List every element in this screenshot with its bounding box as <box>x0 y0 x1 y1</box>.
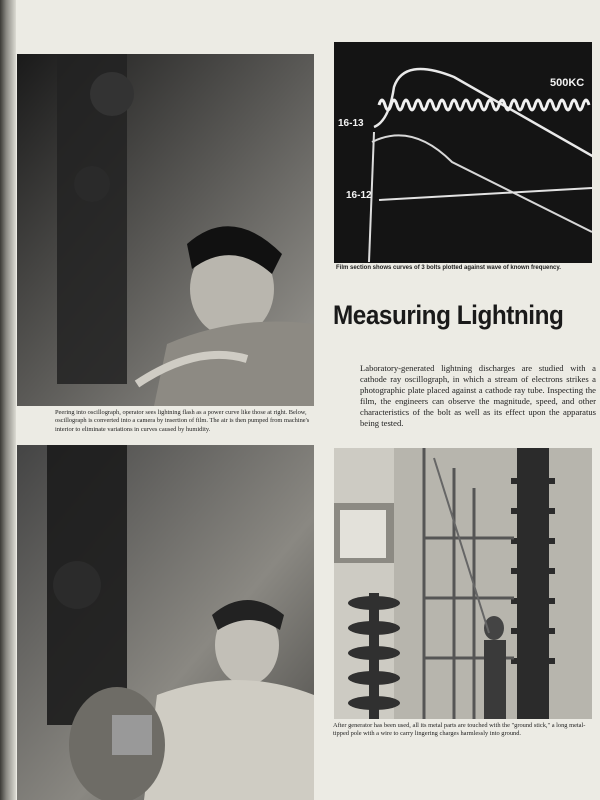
caption-film-section: Film section shows curves of 3 bolts plotted against wave of known frequency. <box>336 265 561 271</box>
photo-operator-oscillograph <box>17 54 314 406</box>
photo-film-oscillogram <box>334 42 592 263</box>
photo-oscillograph-camera <box>17 445 314 800</box>
page-title: Measuring Lightning <box>333 300 564 330</box>
intro-paragraph: Laboratory-generated lightning discharges are studied with a cathode ray oscillograph, in which a stream of electrons strikes a photographic plate placed against a cathode ray tube. Inspecting the film, the engineers can observe the magnitude, speed, and other characteristics of the bolt as well as its effect upon the apparatus being tested. <box>360 363 596 428</box>
film-label-curve-b: 16-12 <box>346 190 372 201</box>
caption-operator: Peering into oscillograph, operator sees lightning flash as a power curve like those at right. Below, oscillograph is converted into a camera by insertion of film. The air is then pumped from machine's interior to eliminate variations in curves caused by humidity. <box>55 409 310 433</box>
caption-generator: After generator has been used, all its metal parts are touched with the "ground stick," a long metal-tipped pole with a wire to carry lingering charges harmlessly into ground. <box>333 722 586 738</box>
film-label-frequency: 500KC <box>550 77 585 89</box>
page-edge <box>0 0 16 800</box>
film-label-curve-a: 16-13 <box>338 118 364 129</box>
photo-generator <box>334 448 592 719</box>
